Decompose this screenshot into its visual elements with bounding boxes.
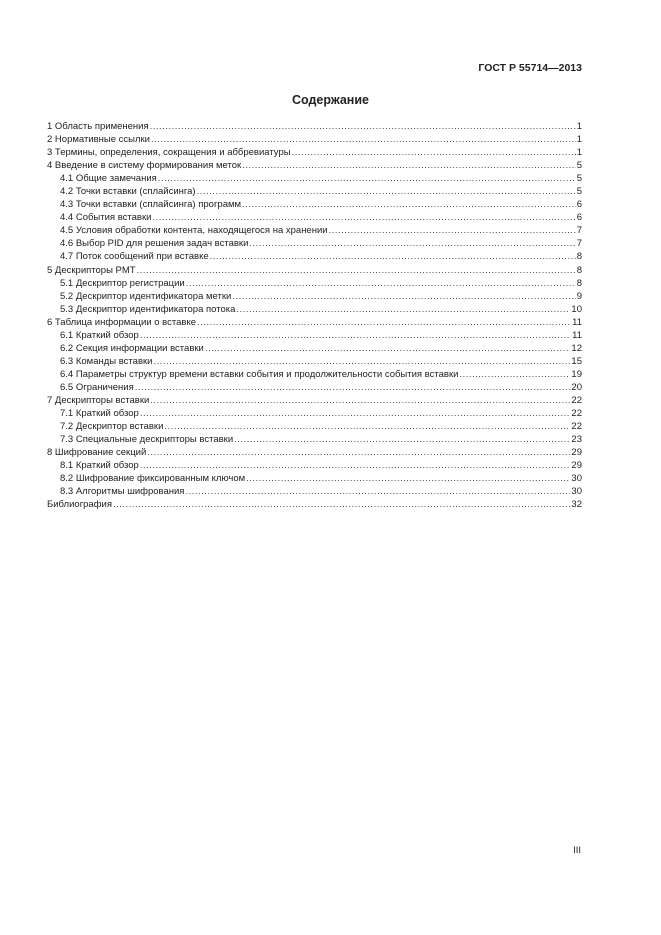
toc-entry[interactable] <box>47 485 582 498</box>
toc-entry-page: 8 <box>576 251 582 263</box>
toc-entry-page: 11 <box>572 316 582 328</box>
page-number: III <box>573 845 581 856</box>
toc-entry-label: 4.7 Поток сообщений при вставке <box>60 251 209 263</box>
toc-leader-dots <box>140 407 571 420</box>
toc-entry-label: 7.2 Дескриптор вставки <box>60 421 164 433</box>
toc-entry-page: 7 <box>576 238 582 250</box>
toc-entry-page: 20 <box>571 381 582 393</box>
toc-entry-label: 4.3 Точки вставки (сплайсинга) программ <box>60 199 242 211</box>
toc-leader-dots <box>158 172 576 185</box>
toc-entry[interactable] <box>47 355 582 368</box>
toc-leader-dots <box>210 250 576 263</box>
toc-entry[interactable] <box>47 159 582 172</box>
toc-entry-label: 5 Дескрипторы PMT <box>47 264 136 276</box>
toc-entry[interactable] <box>47 446 582 459</box>
toc-entry-page: 1 <box>576 134 582 146</box>
toc-entry[interactable] <box>47 329 582 342</box>
toc-leader-dots <box>147 446 570 459</box>
toc-entry-page: 30 <box>571 486 582 498</box>
toc-entry-label: 7.1 Краткий обзор <box>60 408 139 420</box>
toc-entry[interactable] <box>47 381 582 394</box>
toc-entry[interactable] <box>47 185 582 198</box>
toc-entry[interactable] <box>47 290 582 303</box>
toc-entry-label: 4.5 Условия обработки контента, находящегося на хранении <box>60 225 328 237</box>
toc-entry[interactable] <box>47 120 582 133</box>
toc-entry-label: 7 Дескрипторы вставки <box>47 394 150 406</box>
toc-entry-label: 5.2 Дескриптор идентификатора метки <box>60 290 232 302</box>
toc-leader-dots <box>164 420 570 433</box>
toc-entry-page: 22 <box>571 408 582 420</box>
toc-entry[interactable] <box>47 133 582 146</box>
toc-entry[interactable] <box>47 368 582 381</box>
table-of-contents <box>47 120 582 511</box>
toc-entry-label: 8.2 Шифрование фиксированным ключом <box>60 473 246 485</box>
toc-entry-page: 6 <box>576 199 582 211</box>
toc-entry-label: Библиография <box>47 499 112 511</box>
toc-entry-label: 2 Нормативные ссылки <box>47 134 150 146</box>
toc-entry-label: 5.3 Дескриптор идентификатора потока <box>60 303 236 315</box>
toc-entry-label: 4.2 Точки вставки (сплайсинга) <box>60 186 196 198</box>
toc-entry-page: 11 <box>572 329 582 341</box>
toc-entry-page: 8 <box>576 277 582 289</box>
toc-entry[interactable] <box>47 394 582 407</box>
toc-leader-dots <box>186 277 576 290</box>
toc-entry-page: 5 <box>576 173 582 185</box>
toc-entry[interactable] <box>47 224 582 237</box>
toc-entry-label: 8 Шифрование секций <box>47 447 147 459</box>
toc-entry-label: 7.3 Специальные дескрипторы вставки <box>60 434 234 446</box>
toc-entry-page: 22 <box>571 394 582 406</box>
toc-entry-page: 32 <box>571 499 582 511</box>
toc-leader-dots <box>150 120 576 133</box>
toc-entry[interactable] <box>47 237 582 250</box>
toc-entry-label: 8.3 Алгоритмы шифрования <box>60 486 185 498</box>
toc-entry-page: 22 <box>571 421 582 433</box>
toc-entry-label: 4.4 События вставки <box>60 212 152 224</box>
toc-leader-dots <box>242 198 576 211</box>
toc-entry-page: 1 <box>576 147 582 159</box>
toc-entry-label: 6.4 Параметры структур времени вставки события и продолжительности события вставки <box>60 368 459 380</box>
toc-entry[interactable] <box>47 303 582 316</box>
toc-entry-page: 29 <box>571 447 582 459</box>
toc-entry-page: 12 <box>571 342 582 354</box>
toc-entry-page: 5 <box>576 160 582 172</box>
toc-leader-dots <box>232 290 575 303</box>
toc-leader-dots <box>113 498 570 511</box>
toc-entry[interactable] <box>47 420 582 433</box>
toc-entry[interactable] <box>47 459 582 472</box>
toc-entry-page: 23 <box>571 434 582 446</box>
toc-entry-label: 6.1 Краткий обзор <box>60 329 139 341</box>
toc-entry[interactable] <box>47 407 582 420</box>
toc-entry[interactable] <box>47 172 582 185</box>
toc-entry-page: 30 <box>571 473 582 485</box>
toc-entry-label: 3 Термины, определения, сокращения и аббревиатуры <box>47 147 291 159</box>
toc-leader-dots <box>197 316 571 329</box>
toc-entry-page: 5 <box>576 186 582 198</box>
toc-entry-page: 1 <box>576 121 582 132</box>
toc-entry-page: 8 <box>576 264 582 276</box>
toc-entry[interactable] <box>47 198 582 211</box>
toc-entry-label: 6 Таблица информации о вставке <box>47 316 196 328</box>
toc-entry-page: 15 <box>571 355 582 367</box>
toc-leader-dots <box>153 355 570 368</box>
toc-entry[interactable] <box>47 498 582 511</box>
toc-leader-dots <box>459 368 570 381</box>
toc-leader-dots <box>249 237 575 250</box>
toc-leader-dots <box>140 329 571 342</box>
toc-entry-page: 29 <box>571 460 582 472</box>
toc-entry-label: 4 Введение в систему формирования меток <box>47 160 242 172</box>
toc-leader-dots <box>205 342 571 355</box>
toc-entry-page: 9 <box>576 290 582 302</box>
toc-entry-label: 6.3 Команды вставки <box>60 355 153 367</box>
toc-entry-page: 10 <box>571 303 582 315</box>
toc-entry-label: 6.2 Секция информации вставки <box>60 342 204 354</box>
toc-entry[interactable] <box>47 342 582 355</box>
toc-entry-page: 19 <box>571 368 582 380</box>
toc-title: Содержание <box>291 93 369 107</box>
toc-entry[interactable] <box>47 277 582 290</box>
toc-entry[interactable] <box>47 250 582 263</box>
toc-leader-dots <box>329 224 576 237</box>
toc-entry-label: 1 Область применения <box>47 121 149 132</box>
toc-leader-dots <box>137 264 576 277</box>
toc-leader-dots <box>246 472 570 485</box>
toc-leader-dots <box>150 394 570 407</box>
toc-entry[interactable] <box>47 146 582 159</box>
toc-entry[interactable] <box>47 433 582 446</box>
toc-entry-label: 8.1 Краткий обзор <box>60 460 139 472</box>
toc-leader-dots <box>185 485 570 498</box>
toc-entry-label: 4.1 Общие замечания <box>60 173 157 185</box>
toc-entry-label: 5.1 Дескриптор регистрации <box>60 277 185 289</box>
toc-leader-dots <box>236 303 570 316</box>
standard-number: ГОСТ Р 55714—2013 <box>478 62 582 74</box>
toc-entry-page: 6 <box>576 212 582 224</box>
toc-leader-dots <box>292 146 576 159</box>
toc-entry-page: 7 <box>576 225 582 237</box>
toc-leader-dots <box>242 159 576 172</box>
toc-leader-dots <box>152 211 575 224</box>
toc-leader-dots <box>140 459 571 472</box>
toc-leader-dots <box>197 185 576 198</box>
toc-leader-dots <box>151 133 576 146</box>
toc-entry[interactable] <box>47 264 582 277</box>
toc-entry-label: 4.6 Выбор PID для решения задач вставки <box>60 238 249 250</box>
toc-entry[interactable] <box>47 316 582 329</box>
toc-entry[interactable] <box>47 472 582 485</box>
toc-entry-label: 6.5 Ограничения <box>60 381 134 393</box>
toc-entry[interactable] <box>47 211 582 224</box>
toc-leader-dots <box>234 433 570 446</box>
toc-leader-dots <box>135 381 571 394</box>
